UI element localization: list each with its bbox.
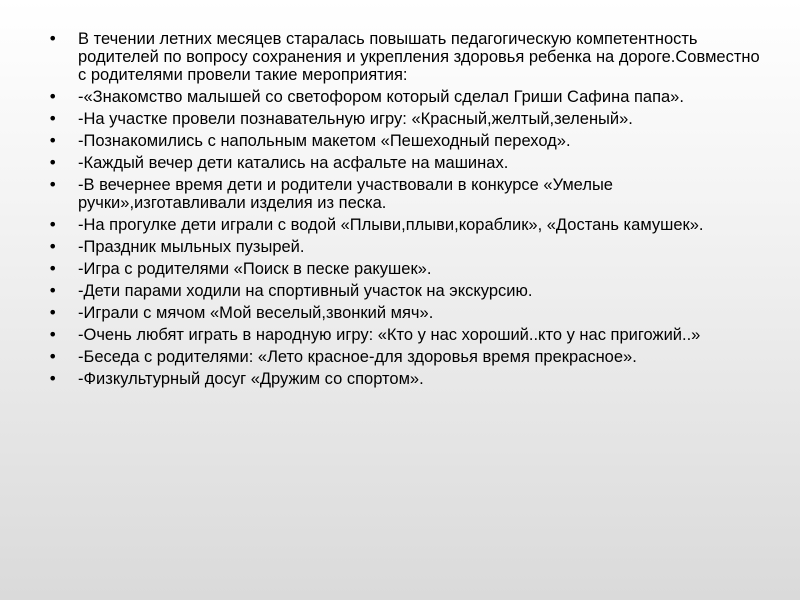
bullet-icon: • (48, 281, 58, 300)
bullet-icon: • (48, 87, 58, 106)
list-item (48, 304, 768, 322)
list-item-text: -Беседа с родителями: «Лето красное-для здоровья время прекрасное». (78, 348, 637, 366)
bullet-icon: • (48, 369, 58, 388)
bullet-icon: • (48, 347, 58, 366)
list-item-text: -На участке провели познавательную игру: «Красный,желтый,зеленый». (78, 110, 633, 128)
list-item (48, 154, 768, 172)
list-item-text: -Физкультурный досуг «Дружим со спортом». (78, 370, 424, 388)
list-item (48, 348, 768, 366)
list-item-text: -Играли с мячом «Мой веселый,звонкий мяч». (78, 304, 434, 322)
bullet-icon: • (48, 131, 58, 150)
list-item (48, 88, 768, 106)
list-item-text: -Дети парами ходили на спортивный участок на экскурсию. (78, 282, 533, 300)
bullet-icon: • (48, 153, 58, 172)
bullet-icon: • (48, 325, 58, 344)
bullet-icon: • (48, 237, 58, 256)
list-item (48, 370, 768, 388)
bullet-icon: • (48, 259, 58, 278)
list-item-text: -На прогулке дети играли с водой «Плыви,плыви,кораблик», «Достань камушек». (78, 216, 704, 234)
list-item-text: -В вечернее время дети и родители участвовали в конкурсе «Умелые ручки»,изготавливали изделия из песка. (78, 176, 613, 212)
list-item-text: -Каждый вечер дети катались на асфальте на машинах. (78, 154, 509, 172)
bullet-icon: • (48, 29, 58, 48)
list-item-text: -Очень любят играть в народную игру: «Кто у нас хороший..кто у нас пригожий..» (78, 326, 701, 344)
bullet-icon: • (48, 175, 58, 194)
list-item (48, 326, 768, 344)
list-item (48, 30, 768, 84)
bullet-list (48, 30, 768, 392)
list-item (48, 260, 768, 278)
list-item-text: -Праздник мыльных пузырей. (78, 238, 305, 256)
list-item (48, 238, 768, 256)
list-item (48, 176, 768, 212)
list-item (48, 110, 768, 128)
bullet-icon: • (48, 109, 58, 128)
list-item-text: -Познакомились с напольным макетом «Пешеходный переход». (78, 132, 571, 150)
list-item (48, 132, 768, 150)
list-item-text: -«Знакомство малышей со светофором который сделал Гриши Сафина папа». (78, 88, 684, 106)
bullet-icon: • (48, 215, 58, 234)
list-item-text: В течении летних месяцев старалась повышать педагогическую компетентность родителей по вопросу сохранения и укрепления здоровья ребенка на дороге.Совместно с родителями провели такие мероприятия: (78, 30, 760, 84)
list-item (48, 216, 768, 234)
list-item (48, 282, 768, 300)
bullet-icon: • (48, 303, 58, 322)
list-item-text: -Игра с родителями «Поиск в песке ракушек». (78, 260, 432, 278)
